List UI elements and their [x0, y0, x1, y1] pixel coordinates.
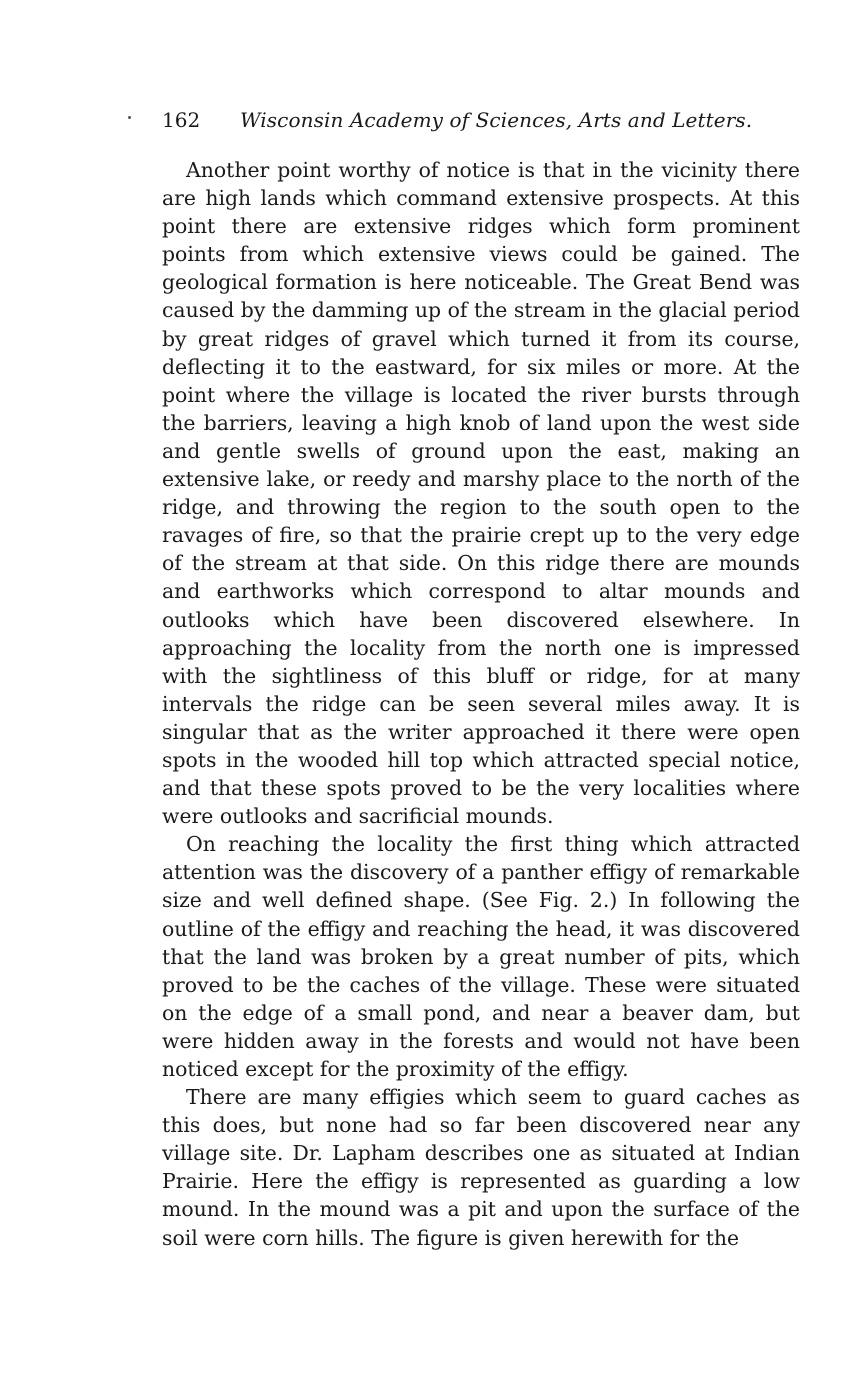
paragraph-3: There are many effigies which seem to guard caches as this does, but none had so far been discovered near any village site. Dr. Lapham describes one as situated at Indian Prairie. Here the effigy is represented as guarding a low mound. In the mound was a pit and upon the surface of the soil were corn hills. The figure is given herewith for the	[162, 1085, 800, 1250]
page-number: 162	[162, 108, 201, 132]
margin-speck	[128, 116, 131, 119]
running-title: Wisconsin Academy of Sciences, Arts and Letters.	[240, 108, 753, 132]
body-text	[162, 156, 800, 1252]
paragraph-2: On reaching the locality the first thing which attracted attention was the discovery of a panther effigy of remarkable size and well defined shape. (See Fig. 2.) In following the outline of the effigy and reaching the head, it was discovered that the land was broken by a great number of pits, which proved to be the caches of the village. These were situated on the edge of a small pond, and near a beaver dam, but were hidden away in the forests and would not have been noticed except for the proximity of the effigy.	[162, 832, 800, 1081]
paragraph-1: Another point worthy of notice is that in the vicinity there are high lands which command extensive prospects. At this point there are extensive ridges which form prominent points from which extensive views could be gained. The geological formation is here noticeable. The Great Bend was caused by the damming up of the stream in the glacial period by great ridges of gravel which turned it from its course, deflecting it to the eastward, for six miles or more. At the point where the village is located the river bursts through the barriers, leaving a high knob of land upon the west side and gentle swells of ground upon the east, making an extensive lake, or reedy and marshy place to the north of the ridge, and throwing the region to the south open to the ravages of fire, so that the prairie crept up to the very edge of the stream at that side. On this ridge there are mounds and earthworks which correspond to altar mounds and outlooks which have been discovered elsewhere. In approaching the locality from the north one is impressed with the sightliness of this bluff or ridge, for at many intervals the ridge can be seen several miles away. It is singular that as the writer approached it there were open spots in the wooded hill top which attracted special notice, and that these spots proved to be the very localities where were outlooks and sacrificial mounds.	[162, 158, 800, 829]
running-header	[162, 104, 802, 136]
